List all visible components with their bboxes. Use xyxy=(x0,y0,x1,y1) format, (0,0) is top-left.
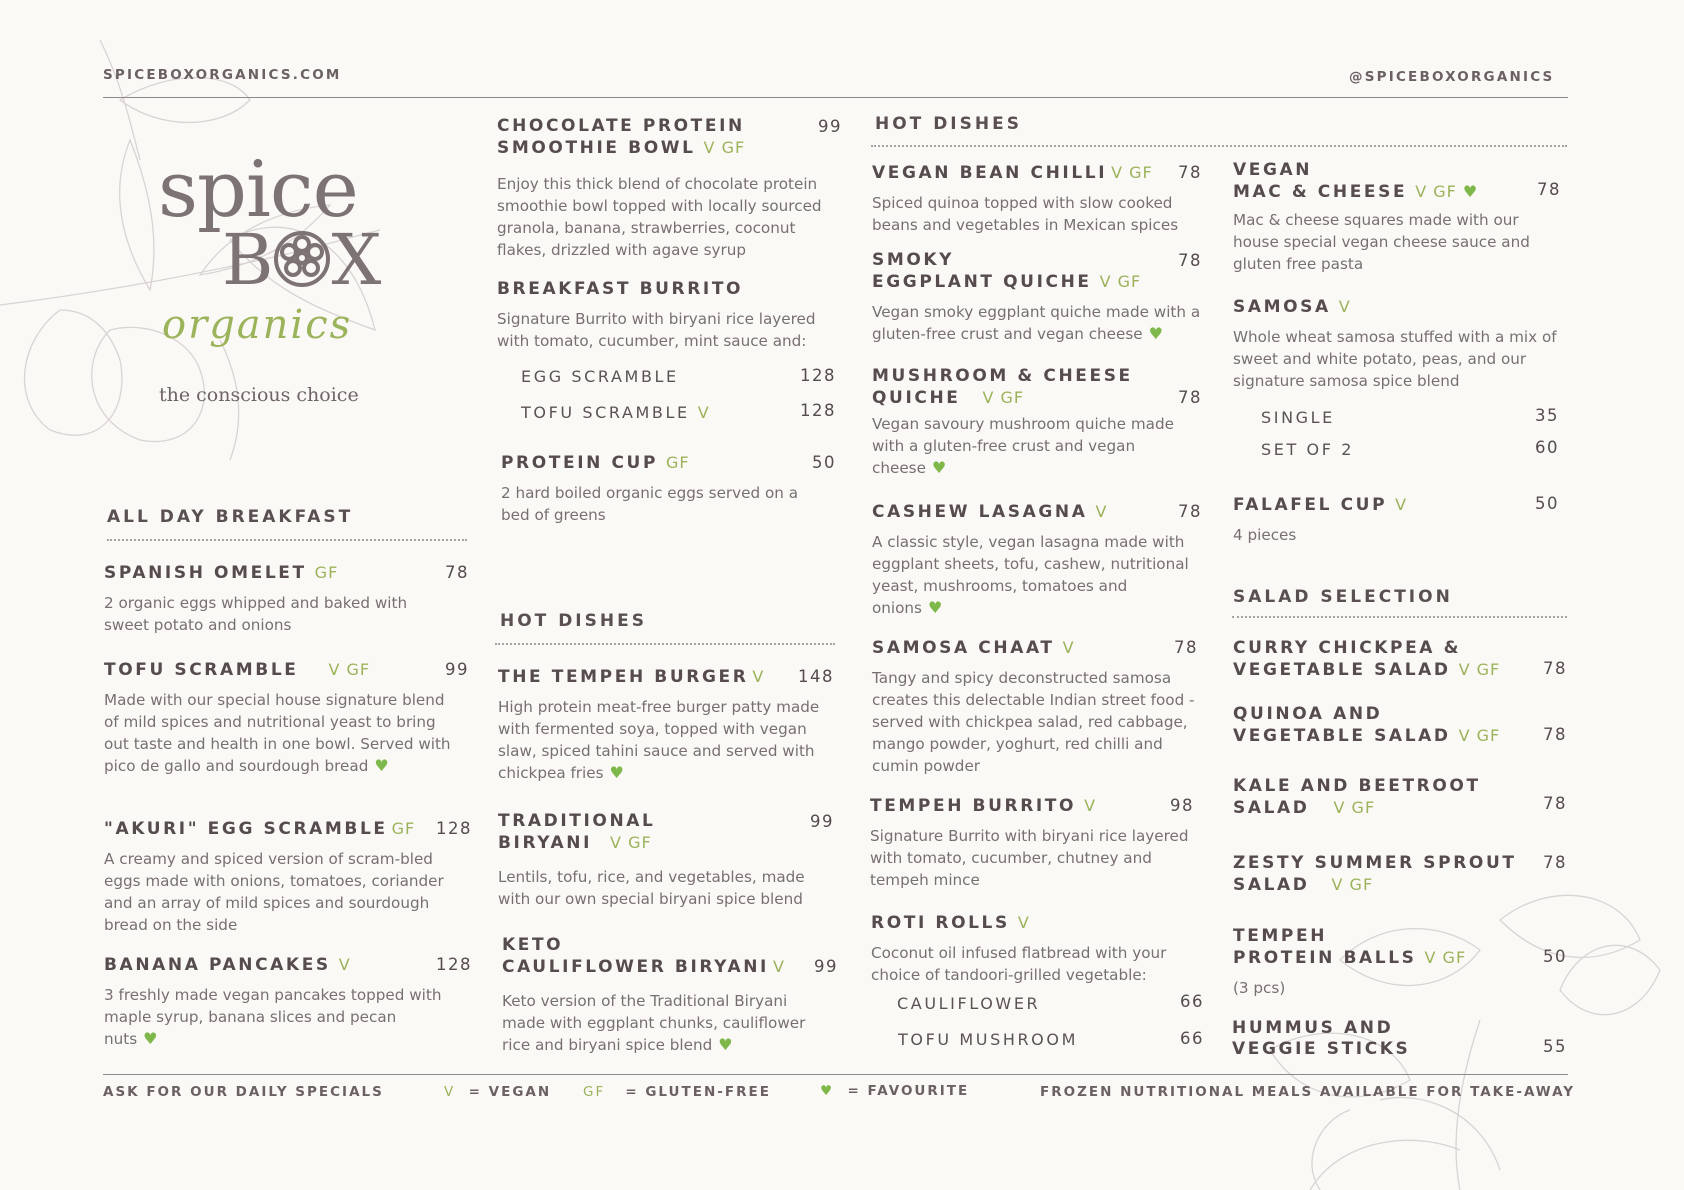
menu-item-smoky-eggplant-quiche xyxy=(872,250,1202,345)
heart-icon: ♥ xyxy=(931,458,947,477)
heart-icon: ♥ xyxy=(718,1035,733,1054)
item-name-line2: SALAD xyxy=(1233,798,1310,818)
item-name: TRADITIONAL xyxy=(498,811,656,831)
section-divider xyxy=(1232,616,1567,618)
item-name: PROTEIN CUP xyxy=(501,453,659,473)
item-description: Spiced quinoa topped with slow cooked beans and vegetables in Mexican spices xyxy=(872,194,1179,234)
item-description: Enjoy this thick blend of chocolate protein smoothie bowl topped with locally sourced granola, banana, strawberries, coconut flakes, drizzled with agave syrup xyxy=(497,175,822,259)
legend-favourite xyxy=(820,1083,969,1099)
logo-spice: spice xyxy=(158,145,358,235)
item-price: 99 xyxy=(445,660,469,679)
item-description: Whole wheat samosa stuffed with a mix of sweet and white potato, peas, and our signature samosa spice blend xyxy=(1233,328,1557,390)
dietary-tags: V GF xyxy=(1415,182,1457,201)
dietary-tags: V xyxy=(1084,796,1097,815)
legend-vegan xyxy=(444,1084,551,1100)
logo-box-x: X xyxy=(331,219,382,301)
menu-item-tempeh-protein-balls xyxy=(1233,926,1567,999)
dietary-tags: V xyxy=(1338,297,1351,316)
menu-item-vegan-bean-chilli xyxy=(872,162,1202,236)
section-divider xyxy=(107,539,467,541)
website-link[interactable]: SPICEBOXORGANICS.COM xyxy=(103,67,342,83)
section-title-all-day-breakfast: ALL DAY BREAKFAST xyxy=(107,507,354,527)
legend-vegan-label: = VEGAN xyxy=(468,1084,552,1100)
item-name: ZESTY SUMMER SPROUT xyxy=(1233,853,1517,873)
menu-item-zesty-sprout-salad xyxy=(1233,853,1567,896)
option-price: 128 xyxy=(800,366,836,385)
item-price: 148 xyxy=(798,667,834,686)
dietary-tags: GF xyxy=(314,563,339,582)
dietary-tags: V xyxy=(697,403,710,422)
item-name-line2: VEGGIE STICKS xyxy=(1232,1039,1411,1059)
option-set-of-2: SET OF 2 xyxy=(1261,440,1354,459)
menu-item-akuri-egg-scramble xyxy=(104,818,472,936)
item-price: 78 xyxy=(1543,659,1567,678)
item-description: 2 organic eggs whipped and baked with sweet potato and onions xyxy=(104,594,408,634)
item-name-line2: BIRYANI xyxy=(498,833,593,853)
item-name: SPANISH OMELET xyxy=(104,563,307,583)
item-name: BANANA PANCAKES xyxy=(104,955,331,975)
footer-rule xyxy=(103,1074,1568,1075)
logo xyxy=(150,145,382,410)
menu-item-protein-cup xyxy=(501,452,836,526)
item-name: TEMPEH xyxy=(1233,926,1328,946)
menu-item-tempeh-burger xyxy=(498,666,834,784)
item-name-line2: QUICHE xyxy=(872,388,961,408)
menu-item-kale-beetroot-salad xyxy=(1233,776,1567,819)
item-name: SMOKY xyxy=(872,250,955,270)
menu-item-tofu-scramble xyxy=(104,659,469,777)
dietary-tags: V GF xyxy=(1111,163,1153,182)
option-price: 60 xyxy=(1535,438,1559,457)
dietary-tags: V GF xyxy=(1424,948,1467,967)
item-price: 78 xyxy=(1178,163,1202,182)
item-name: ROTI ROLLS xyxy=(871,913,1010,933)
option-tofu-mushroom: TOFU MUSHROOM xyxy=(898,1030,1078,1049)
item-description: Lentils, tofu, rice, and vegetables, made with our own special biryani spice blend xyxy=(498,868,805,908)
item-name: SAMOSA CHAAT xyxy=(872,638,1055,658)
item-description: Made with our special house signature blend of mild spices and nutritional yeast to bring out taste and health in one bowl. Served with pico de gallo and sourdough bread xyxy=(104,691,451,775)
legend-gf-label: = GLUTEN-FREE xyxy=(625,1084,771,1100)
option-single: SINGLE xyxy=(1261,408,1335,427)
heart-icon: ♥ xyxy=(609,763,624,782)
vegan-symbol: V xyxy=(444,1084,456,1100)
item-price: 78 xyxy=(1178,251,1202,270)
header-rule xyxy=(103,97,1568,98)
heart-icon: ♥ xyxy=(143,1029,158,1048)
legend-gluten-free xyxy=(583,1084,771,1100)
logo-tagline: the conscious choice xyxy=(159,384,359,406)
item-description: Vegan smoky eggplant quiche made with a gluten-free crust and vegan cheese xyxy=(872,303,1201,343)
menu-item-vegan-mac-cheese xyxy=(1233,160,1561,275)
item-description: Signature Burrito with biryani rice layered with tomato, cucumber, chutney and tempeh mince xyxy=(870,827,1189,889)
item-name-line2: CAULIFLOWER BIRYANI xyxy=(502,957,769,977)
dietary-tags: V GF xyxy=(1333,798,1376,817)
item-name-line2: VEGETABLE SALAD xyxy=(1233,660,1451,680)
dietary-tags: V GF xyxy=(1331,875,1374,894)
dietary-tags: V xyxy=(1062,638,1075,657)
dietary-tags: GF xyxy=(666,453,690,472)
menu-item-mushroom-cheese-quiche xyxy=(872,366,1202,479)
heart-icon: ♥ xyxy=(1148,324,1163,343)
item-price: 78 xyxy=(1543,853,1567,872)
item-description: 4 pieces xyxy=(1233,526,1297,544)
dietary-tags: V xyxy=(752,667,765,686)
gluten-free-symbol: GF xyxy=(583,1084,606,1100)
daily-specials-note: ASK FOR OUR DAILY SPECIALS xyxy=(103,1084,384,1100)
menu-item-falafel-cup xyxy=(1233,494,1561,546)
item-name-line2: PROTEIN BALLS xyxy=(1233,948,1417,968)
dietary-tags: V GF xyxy=(610,833,652,852)
item-description: 3 freshly made vegan pancakes topped with maple syrup, banana slices and pecan nuts xyxy=(104,986,442,1048)
dietary-tags: V GF xyxy=(1458,660,1501,679)
item-name: VEGAN BEAN CHILLI xyxy=(872,163,1108,183)
section-title-hot-dishes: HOT DISHES xyxy=(500,611,647,631)
item-name: TOFU SCRAMBLE xyxy=(104,660,299,680)
item-price: 128 xyxy=(436,819,472,838)
menu-item-cashew-lasagna xyxy=(872,501,1202,619)
logo-organics: organics xyxy=(162,302,353,348)
heart-icon: ♥ xyxy=(927,598,943,617)
logo-box-b: B xyxy=(222,219,274,301)
item-name: KETO xyxy=(502,935,564,955)
item-price: 78 xyxy=(1178,502,1202,521)
item-price: 78 xyxy=(1543,794,1567,813)
dietary-tags: V xyxy=(1395,495,1408,514)
item-name: CHOCOLATE PROTEIN xyxy=(497,116,745,136)
menu-item-curry-chickpea-salad xyxy=(1233,638,1567,681)
item-price: 78 xyxy=(1537,180,1561,199)
item-price: 78 xyxy=(1543,725,1567,744)
item-name: CURRY CHICKPEA & xyxy=(1233,638,1462,658)
dietary-tags: V xyxy=(1095,502,1108,521)
item-price: 78 xyxy=(1174,638,1198,657)
item-description: (3 pcs) xyxy=(1233,979,1286,997)
menu-item-keto-cauliflower-biryani xyxy=(502,935,838,1056)
section-divider xyxy=(495,643,835,645)
menu-item-hummus-veggie-sticks xyxy=(1232,1018,1567,1060)
section-divider xyxy=(871,145,1567,147)
item-description: 2 hard boiled organic eggs served on a bed of greens xyxy=(501,484,799,524)
item-description: Mac & cheese squares made with our house special vegan cheese sauce and gluten free pasta xyxy=(1233,211,1530,273)
item-description: A classic style, vegan lasagna made with eggplant sheets, tofu, cashew, nutritional yeast, mushrooms, tomatoes and onions xyxy=(872,533,1189,617)
item-name-line2: MAC & CHEESE xyxy=(1233,182,1408,202)
item-price: 78 xyxy=(1178,388,1202,407)
dietary-tags: V GF xyxy=(1099,272,1142,291)
dietary-tags: V xyxy=(338,955,351,974)
item-price: 50 xyxy=(1535,494,1559,513)
item-name: BREAKFAST BURRITO xyxy=(497,279,744,299)
item-description: Vegan savoury mushroom quiche made with a gluten-free crust and vegan cheese xyxy=(872,415,1174,477)
item-name-line2: EGGPLANT QUICHE xyxy=(872,272,1092,292)
item-name: TEMPEH BURRITO xyxy=(870,796,1077,816)
item-description: Coconut oil infused flatbread with your choice of tandoori-grilled vegetable: xyxy=(871,944,1167,984)
item-description: Signature Burrito with biryani rice layered with tomato, cucumber, mint sauce and: xyxy=(497,310,816,350)
item-price: 128 xyxy=(436,955,472,974)
item-price: 55 xyxy=(1543,1037,1567,1056)
item-price: 99 xyxy=(810,812,834,831)
item-name-line2: SALAD xyxy=(1233,875,1310,895)
item-price: 99 xyxy=(814,957,838,976)
item-name-line2: SMOOTHIE BOWL xyxy=(497,138,696,158)
menu-item-breakfast-burrito xyxy=(497,279,842,422)
item-name: FALAFEL CUP xyxy=(1233,495,1388,515)
item-name: MUSHROOM & CHEESE xyxy=(872,366,1133,386)
option-price: 66 xyxy=(1180,992,1204,1011)
menu-item-samosa xyxy=(1233,296,1561,459)
legend-fav-label: = FAVOURITE xyxy=(847,1083,970,1099)
spice-box-icon xyxy=(273,230,331,288)
dietary-tags: V GF xyxy=(328,660,371,679)
section-title-salad-selection: SALAD SELECTION xyxy=(1233,587,1453,607)
dietary-tags: V GF xyxy=(982,388,1025,407)
item-description: Keto version of the Traditional Biryani made with eggplant chunks, cauliflower rice and biryani spice blend xyxy=(502,992,806,1054)
item-description: A creamy and spiced version of scram-bled eggs made with onions, tomatoes, coriander and an array of mild spices and sourdough bread on the side xyxy=(104,850,444,934)
item-name: VEGAN xyxy=(1233,160,1313,180)
dietary-tags: V GF xyxy=(1458,726,1501,745)
option-price: 35 xyxy=(1535,406,1559,425)
heart-icon: ♥ xyxy=(1462,182,1480,201)
heart-icon: ♥ xyxy=(820,1083,835,1099)
menu-item-banana-pancakes xyxy=(104,954,472,1050)
dietary-tags: V xyxy=(772,957,785,976)
dietary-tags: V GF xyxy=(703,138,746,157)
item-name: SAMOSA xyxy=(1233,297,1331,317)
option-egg-scramble: EGG SCRAMBLE xyxy=(521,367,679,386)
section-title-hot-dishes-2: HOT DISHES xyxy=(875,114,1022,134)
frozen-meals-note: FROZEN NUTRITIONAL MEALS AVAILABLE FOR TAKE-AWAY xyxy=(1040,1084,1576,1100)
item-name: THE TEMPEH BURGER xyxy=(498,667,749,687)
item-name: "AKURI" EGG SCRAMBLE xyxy=(104,819,388,839)
heart-icon: ♥ xyxy=(374,756,389,775)
item-description: High protein meat-free burger patty made with fermented soya, topped with vegan slaw, spiced tahini sauce and served with chickpea fries xyxy=(498,698,820,782)
menu-item-quinoa-salad xyxy=(1233,704,1567,747)
menu-item-traditional-biryani xyxy=(498,811,834,910)
option-tofu-scramble: TOFU SCRAMBLE xyxy=(521,403,690,422)
item-name: CASHEW LASAGNA xyxy=(872,502,1088,522)
option-price: 128 xyxy=(800,401,836,420)
item-price: 78 xyxy=(445,563,469,582)
menu-item-spanish-omelet xyxy=(104,562,469,636)
item-name-line2: VEGETABLE SALAD xyxy=(1233,726,1451,746)
menu-item-chocolate-smoothie-bowl xyxy=(497,116,842,261)
item-description: Tangy and spicy deconstructed samosa creates this delectable Indian street food - served with chickpea salad, red cabbage, mango powder, yoghurt, red chilli and cumin powder xyxy=(872,669,1195,775)
item-price: 50 xyxy=(1543,947,1567,966)
menu-item-tempeh-burrito xyxy=(870,795,1194,891)
option-price: 66 xyxy=(1180,1029,1204,1048)
menu-item-roti-rolls xyxy=(871,912,1204,1049)
item-price: 99 xyxy=(818,117,842,136)
dietary-tags: V xyxy=(1017,913,1030,932)
item-name: HUMMUS AND xyxy=(1232,1018,1394,1038)
item-name: KALE AND BEETROOT xyxy=(1233,776,1481,796)
social-handle[interactable]: @SPICEBOXORGANICS xyxy=(1349,69,1555,85)
dietary-tags: GF xyxy=(391,819,416,838)
item-price: 50 xyxy=(812,453,836,472)
option-cauliflower: CAULIFLOWER xyxy=(897,994,1041,1013)
item-name: QUINOA AND xyxy=(1233,704,1383,724)
menu-item-samosa-chaat xyxy=(872,637,1198,777)
item-price: 98 xyxy=(1170,796,1194,815)
